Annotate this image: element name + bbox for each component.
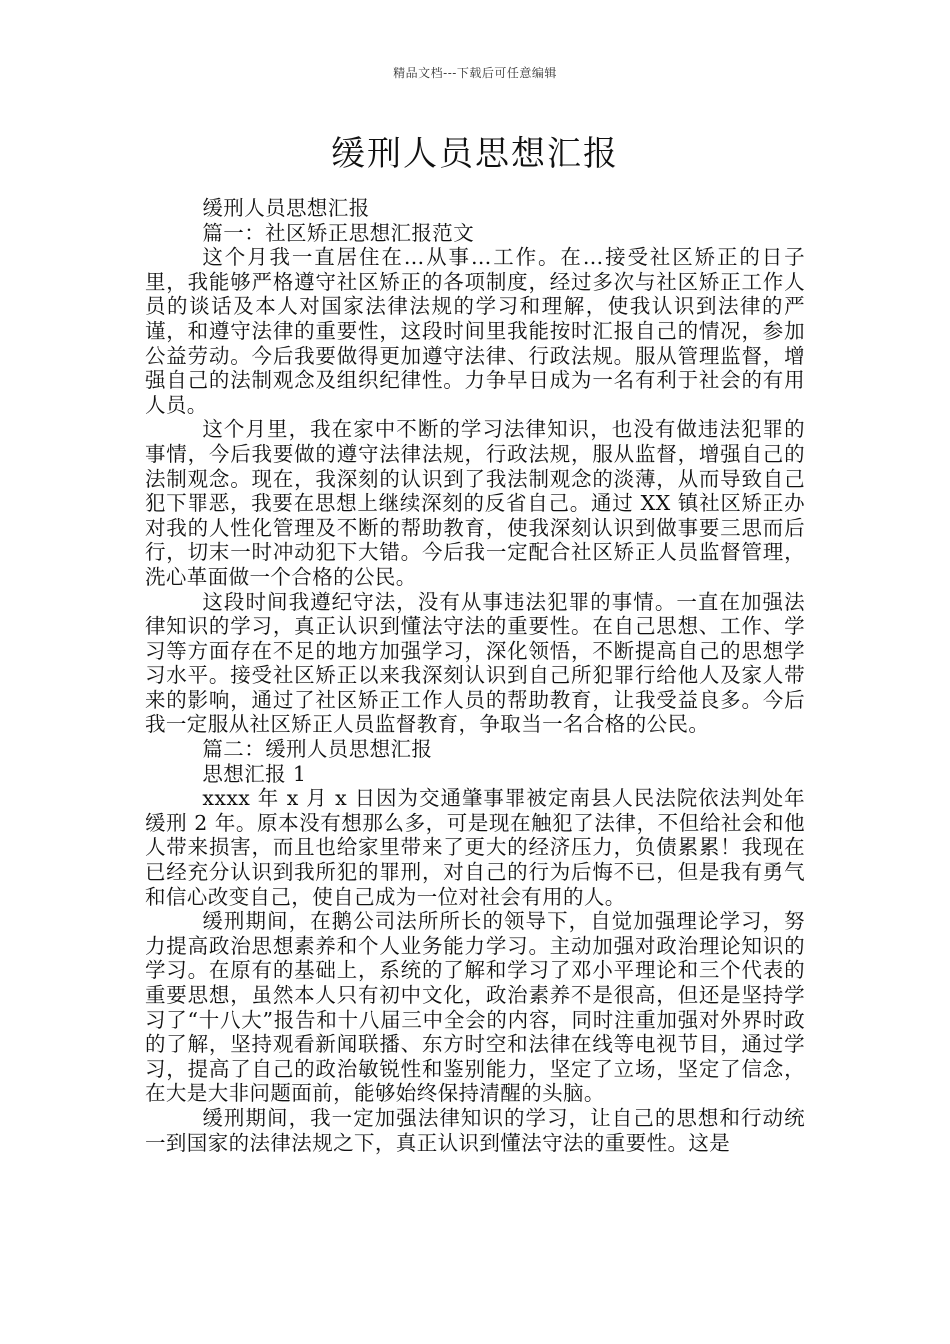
paragraph: 这段时间我遵纪守法，没有从事违法犯罪的事情。一直在加强法律知识的学习，真正认识到懂法守法的重要性。在自己思想、工作、学习等方面存在不足的地方加强学习，深化领悟，不断提高自己的思想学习水平。接受社区矫正以来我深刻认识到自己所犯罪行给他人及家人带来的影响，通过了社区矫正工作人员的帮助教育，让我受益良多。今后我一定服从社区矫正人员监督教育，争取当一名合格的公民。 <box>145 589 805 737</box>
paragraph: 这个月我一直居住在…从事…工作。在…接受社区矫正的日子里，我能够严格遵守社区矫正的各项制度，经过多次与社区矫正工作人员的谈话及本人对国家法律法规的学习和理解，使我认识到法律的严谨，和遵守法律的重要性，这段时间里我能按时汇报自己的情况，参加公益劳动。今后我要做得更加遵守法律、行政法规。服从管理监督，增强自己的法制观念及组织纪律性。力争早日成为一名有利于社会的有用人员。 <box>145 245 805 417</box>
paragraph: 缓刑期间，在鹅公司法所所长的领导下，自觉加强理论学习，努力提高政治思想素养和个人业务能力学习。主动加强对政治理论知识的学习。在原有的基础上，系统的了解和学习了邓小平理论和三个代表的重要思想，虽然本人只有初中文化，政治素养不是很高，但还是坚持学习了“十八大”报告和十八届三中全会的内容，同时注重加强对外界时政的了解，坚持观看新闻联播、东方时空和法律在线等电视节目，通过学习，提高了自己的政治敏锐性和鉴别能力，坚定了立场，坚定了信念，在大是大非问题面前，能够始终保持清醒的头脑。 <box>145 909 805 1106</box>
section-heading-2: 篇二：缓刑人员思想汇报 <box>202 737 433 762</box>
header-note: 精品文档---下载后可任意编辑 <box>393 66 557 80</box>
section-heading-1: 篇一：社区矫正思想汇报范文 <box>202 220 475 245</box>
report-heading: 思想汇报 1 <box>202 761 307 786</box>
document-body <box>145 196 805 1155</box>
document-title: 缓刑人员思想汇报 <box>331 134 619 174</box>
paragraph-subtitle: 缓刑人员思想汇报 <box>202 196 370 220</box>
paragraph: xxxx 年 x 月 x 日因为交通肇事罪被定南县人民法院依法判处年缓刑 2 年。原本没有想那么多，可是现在触犯了法律，不但给社会和他人带来损害，而且也给家里带来了更大的经济压力，负债累累！我现在已经充分认识到我所犯的罪刑，对自己的行为后悔不已，但是我有勇气和信心改变自己，使自己成为一位对社会有用的人。 <box>145 786 805 909</box>
paragraph: 这个月里，我在家中不断的学习法律知识，也没有做违法犯罪的事情，今后我要做的遵守法律法规，行政法规，服从监督，增强自己的法制观念。现在，我深刻的认识到了我法制观念的淡薄，从而导致自己犯下罪恶，我要在思想上继续深刻的反省自己。通过 XX 镇社区矫正办对我的人性化管理及不断的帮助教育，使我深刻认识到做事要三思而后行，切末一时冲动犯下大错。今后我一定配合社区矫正人员监督管理，洗心革面做一个合格的公民。 <box>145 417 805 589</box>
paragraph: 缓刑期间，我一定加强法律知识的学习，让自己的思想和行动统一到国家的法律法规之下，真正认识到懂法守法的重要性。这是 <box>145 1105 805 1155</box>
